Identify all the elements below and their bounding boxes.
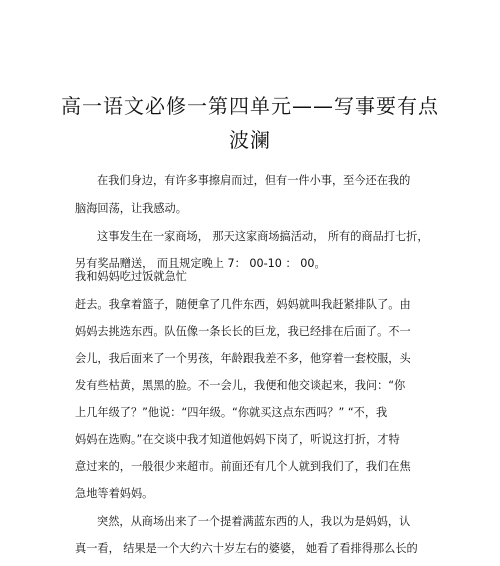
paragraph-line: 赶去。我拿着篮子，随便拿了几件东西，妈妈就叫我赶紧排队了。由 bbox=[75, 298, 411, 311]
paragraph-line: 妈妈在选购。”在交谈中我才知道他妈妈下岗了，听说这打折，才特 bbox=[75, 433, 400, 446]
paragraph-line: 这事发生在一家商场， 那天这家商场搞活动， 所有的商品打七折， bbox=[97, 230, 429, 243]
paragraph-line: 发有些枯黄，黑黑的脸。不一会儿，我便和他交谈起来，我问：“你 bbox=[75, 379, 406, 392]
paragraph-line: 另有奖品赠送， 而且规定晚上 7： 00-10 ： 00。 bbox=[75, 257, 326, 270]
paragraph-line: 我和妈妈吃过饭就急忙 bbox=[75, 270, 187, 283]
title-line-2: 波澜 bbox=[229, 128, 271, 152]
paragraph-line: 急地等着妈妈。 bbox=[75, 487, 154, 500]
paragraph-line: 意过来的，一般很少来超市。前面还有几个人就到我们了，我们在焦 bbox=[75, 460, 411, 473]
paragraph-line: 上几年级了？”他说：“四年级。“你就买这点东西吗？” “不，我 bbox=[75, 406, 388, 419]
paragraph-line: 脑海回荡，让我感动。 bbox=[75, 202, 187, 215]
paragraph-line: 妈妈去挑选东西。队伍像一条长长的巨龙，我已经排在后面了。不一 bbox=[75, 325, 411, 338]
paragraph-line: 会儿，我后面来了一个男孩，年龄跟我差不多，他穿着一套校服，头 bbox=[75, 352, 411, 365]
paragraph-line: 突然，从商场出来了一个提着满蓝东西的人，我以为是妈妈，认 bbox=[97, 515, 411, 528]
title-line-1: 高一语文必修一第四单元——写事要有点 bbox=[61, 94, 439, 118]
paragraph-line: 在我们身边，有许多事擦肩而过，但有一件小事，至今还在我的 bbox=[97, 174, 411, 187]
paragraph-line: 真一看， 结果是一个大约六十岁左右的婆婆， 她看了看排得那么长的 bbox=[75, 542, 418, 555]
